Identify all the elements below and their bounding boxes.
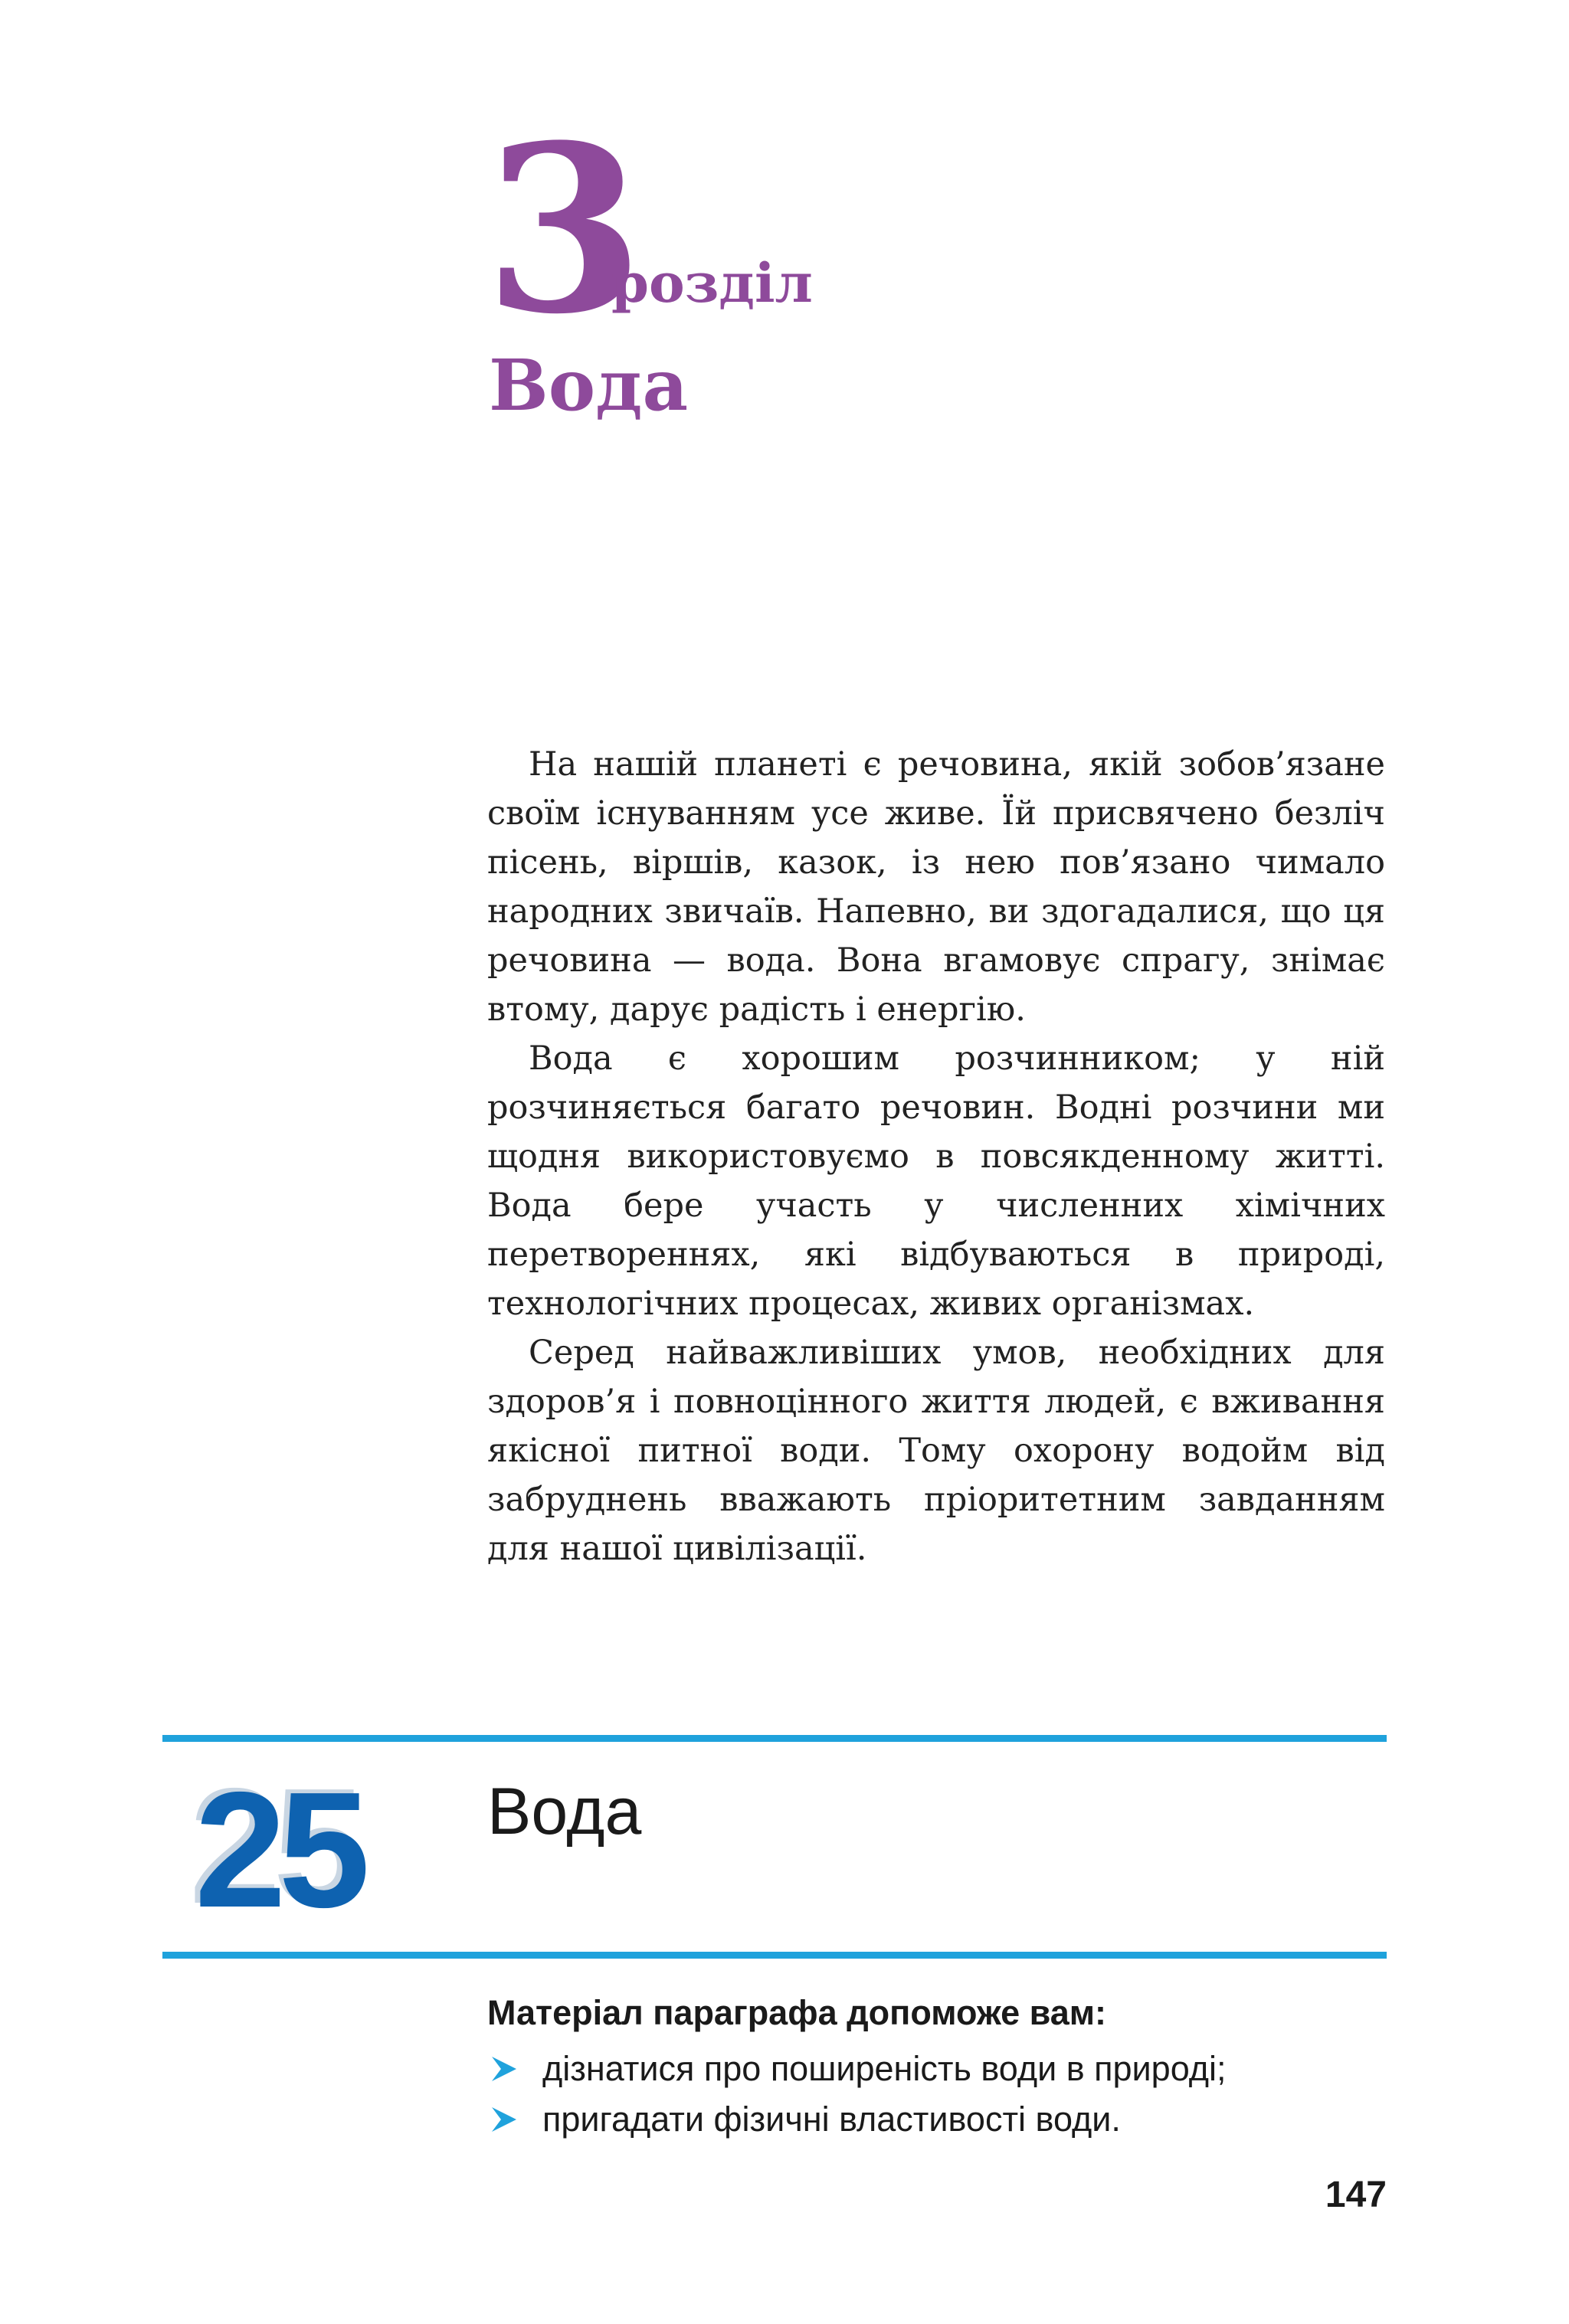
paragraph-number: 25 xyxy=(195,1757,363,1942)
intro-paragraph: На нашій планеті є речовина, якій зобов’язане своїм існуванням усе живе. Їй присвячено безліч пісень, віршів, казок, із нею пов’язано чимало народних звичаїв. Напевно, ви здогадалися, що ця речовина — вода. Вона вгамовує спрагу, знімає втому, дарує радість і енергію. xyxy=(487,745,1385,1029)
paragraph-title: Вода xyxy=(487,1775,642,1848)
chapter-intro xyxy=(487,740,1385,1573)
section-divider-bottom xyxy=(162,1952,1387,1959)
intro-paragraph: Серед найважливіших умов, необхідних для здоров’я і повноцінного життя людей, є вживання якісної питної води. Тому охорону водойм від забруднень вважають пріоритетним завданням для нашої цивілізації. xyxy=(487,1334,1385,1568)
chapter-label: розділ xyxy=(611,251,813,315)
page-number: 147 xyxy=(1325,2175,1387,2215)
chevron-right-icon xyxy=(490,2055,518,2083)
list-item xyxy=(487,2094,1227,2145)
list-item xyxy=(487,2044,1227,2094)
intro-paragraph: Вода є хорошим розчинником; у ній розчиняється багато речовин. Водні розчини ми щодня використовуємо в повсякденному житті. Вода бере участь у численних хімічних перетвореннях, які відбуваються в природі, технологічних процесах, живих організмах. xyxy=(487,1039,1385,1323)
chevron-right-icon xyxy=(490,2106,518,2133)
chapter-number: 3 xyxy=(484,94,640,365)
goal-text: дізнатися про поширеність води в природі; xyxy=(542,2049,1227,2088)
section-divider-top xyxy=(162,1735,1387,1742)
chapter-title: Вода xyxy=(489,344,689,427)
goals-list xyxy=(487,2044,1227,2145)
goal-text: пригадати фізичні властивості води. xyxy=(542,2100,1121,2139)
goals-heading: Матеріал параграфа допоможе вам: xyxy=(487,1993,1107,2032)
